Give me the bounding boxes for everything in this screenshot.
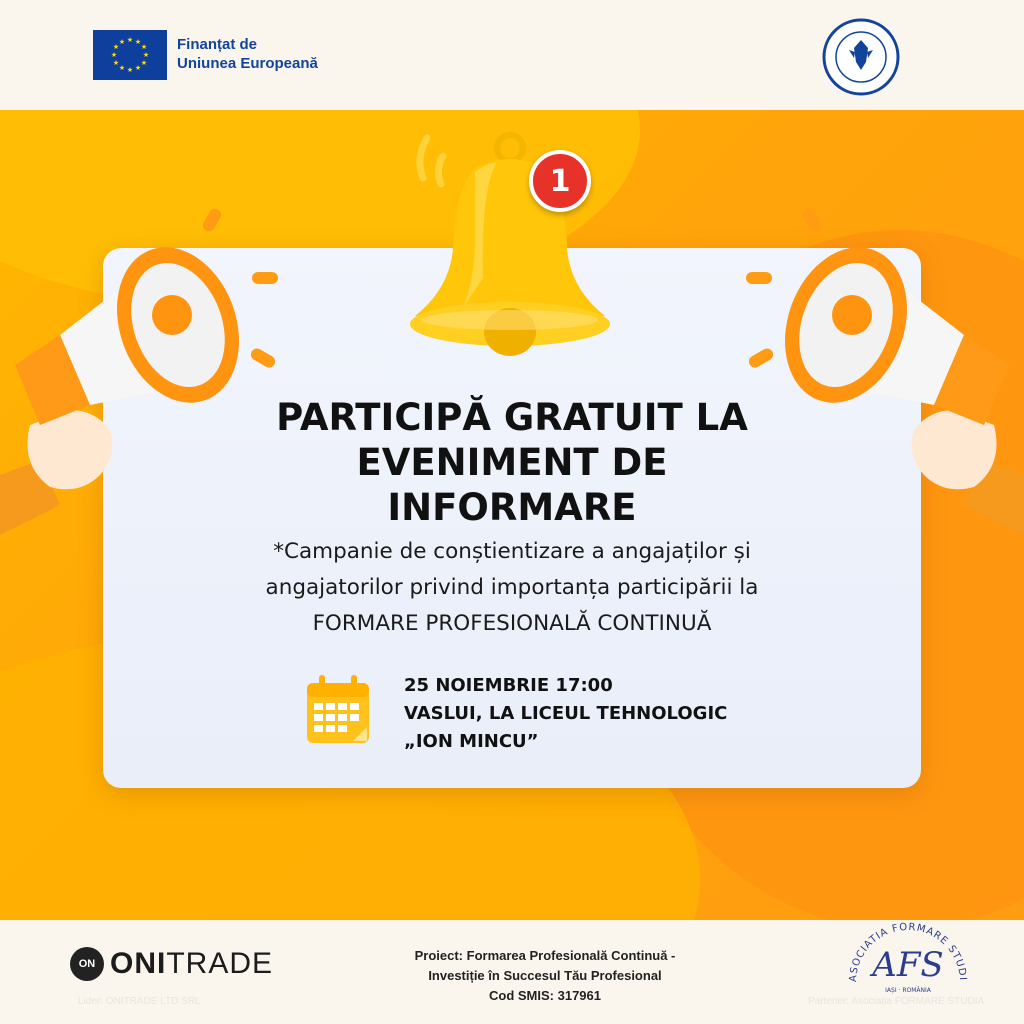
sound-dash: [746, 272, 772, 284]
headline-line-1: PARTICIPĂ GRATUIT LA: [276, 396, 748, 439]
headline-line-3: INFORMARE: [387, 486, 637, 529]
svg-text:★: ★: [140, 59, 148, 67]
logo-bold: ONI: [110, 947, 167, 980]
svg-text:★: ★: [140, 43, 148, 51]
svg-text:★: ★: [118, 64, 126, 72]
eu-flag-icon: [93, 30, 167, 80]
partner-label: Partener: Asociația FORMARE STUDIA: [808, 996, 985, 1007]
calendar-icon: [305, 673, 371, 745]
svg-text:★: ★: [126, 36, 134, 44]
description-line-3: FORMARE PROFESIONALĂ CONTINUĂ: [312, 611, 712, 636]
onitrade-logo: [70, 946, 273, 982]
svg-text:★: ★: [134, 64, 142, 72]
project-smis-code: Cod SMIS: 317961: [489, 988, 601, 1003]
svg-text:ASOCIATIA FORMARE STUDIA: ASOCIATIA FORMARE STUDI: [847, 921, 969, 983]
onitrade-badge-icon: ON: [70, 947, 104, 981]
government-seal-icon: [822, 18, 900, 96]
svg-text:★: ★: [142, 51, 150, 59]
svg-text:★: ★: [110, 51, 118, 59]
event-date: 25 NOIEMBRIE 17:00: [404, 675, 613, 696]
svg-text:★: ★: [134, 38, 142, 46]
svg-text:AFS: AFS: [872, 945, 944, 985]
project-info: [380, 946, 710, 1006]
svg-text:★: ★: [112, 43, 120, 51]
event-details: [404, 672, 727, 756]
eu-funding-label: [177, 35, 318, 73]
notification-badge: [529, 150, 591, 212]
logo-rest: TRADE: [166, 947, 274, 980]
svg-text:★: ★: [126, 66, 134, 74]
badge-count: 1: [549, 163, 571, 199]
event-venue: „ION MINCU”: [404, 731, 539, 752]
event-location: VASLUI, LA LICEUL TEHNOLOGIC: [404, 703, 728, 724]
eu-line-2: Uniunea Europeană: [177, 55, 318, 72]
sound-dash: [252, 272, 278, 284]
project-line-1: Proiect: Formarea Profesională Continuă -: [414, 948, 676, 963]
project-line-2: Investiție în Succesul Tău Profesional: [428, 968, 662, 983]
eu-line-1: Finanțat de: [177, 36, 258, 53]
aes-logo: [836, 920, 976, 1000]
svg-text:★: ★: [112, 59, 120, 67]
leader-label: Lider: ONITRADE LTD SRL: [78, 996, 201, 1007]
event-headline: [150, 395, 874, 530]
description-line-1: *Campanie de conștientizare a angajaților și: [273, 539, 751, 564]
svg-text:★: ★: [118, 38, 126, 46]
description-line-2: angajatorilor privind importanța participării la: [265, 575, 759, 600]
campaign-description: [150, 534, 874, 642]
headline-line-2: EVENIMENT DE: [356, 441, 668, 484]
svg-text:IAȘI · ROMÂNIA: IAȘI · ROMÂNIA: [885, 987, 931, 994]
